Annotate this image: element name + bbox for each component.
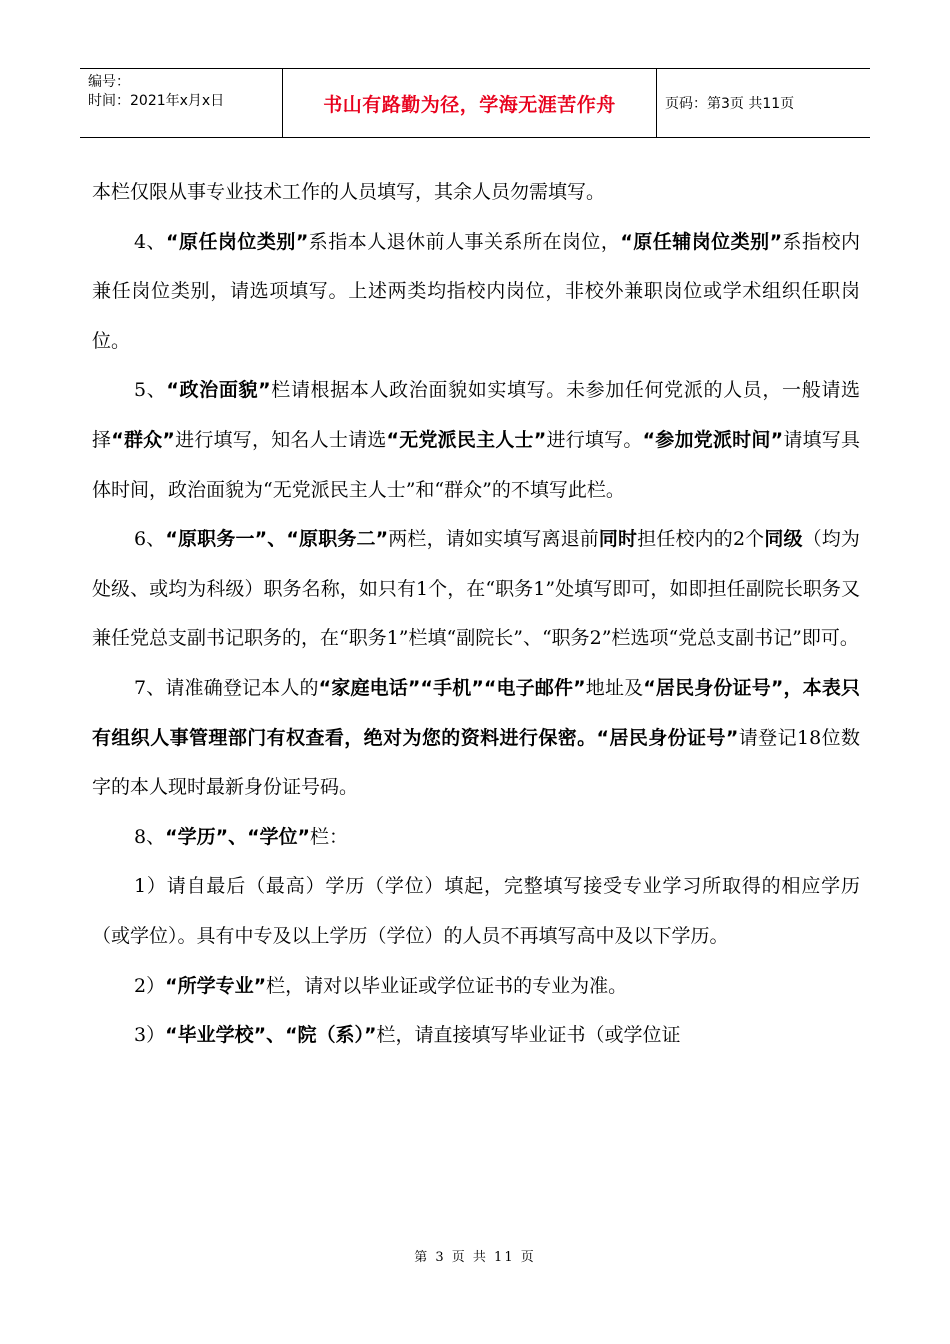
text: 栏，请直接填写毕业证书（或学位证 [376, 1024, 681, 1047]
paragraph-1: 本栏仅限从事专业技术工作的人员填写，其余人员勿需填写。 [92, 181, 606, 203]
bold-term: “原职务一” [165, 528, 268, 551]
header-motto: 书山有路勤为径，学海无涯苦作舟 [283, 69, 657, 137]
bold-term: “原职务二” [286, 528, 389, 551]
text: 栏请根据本人政治面貌如实填写。未参加任何党派的人员，一般请选择 [92, 379, 860, 451]
bold-term: “电子邮件” [483, 676, 586, 699]
paragraph-sub-3 [92, 1011, 860, 1061]
bold-term: “居民身份证号” [596, 726, 739, 749]
bold-term: “学历”、“学位” [165, 825, 311, 848]
paragraph-item-8 [92, 813, 860, 863]
bold-term: “参加党派时间” [642, 428, 784, 451]
bold-term: 同级 [764, 528, 803, 551]
paragraph-item-6 [92, 515, 860, 664]
paragraph-item-5 [92, 366, 860, 515]
bold-term: “群众” [111, 428, 175, 451]
number-label: 编号： [88, 74, 130, 90]
paragraph-sub-2 [92, 962, 860, 1012]
text: 两栏，请如实填写离退前 [388, 528, 599, 551]
text: 请填写具体时间，政治面貌为“无党派民主人士”和“群众”的不填写此栏。 [92, 428, 860, 501]
bold-term: “家庭电话” [318, 676, 421, 699]
paragraph-sub-1: 1）请自最后（最高）学历（学位）填起，完整填写接受专业学习所取得的相应学历（或学位）。具有中专及以上学历（学位）的人员不再填写高中及以下学历。 [92, 875, 860, 947]
bold-notice: ，本表只有组织人事管理部门有权查看，绝对为您的资料进行保密。 [92, 676, 860, 749]
bold-term: “原任岗位类别” [166, 230, 309, 253]
paragraph-item-4 [92, 218, 860, 367]
text: 7、请准确登记本人的 [134, 676, 319, 699]
text: 系指本人退休前人事关系所在岗位， [308, 230, 621, 253]
bold-term: 、 [267, 528, 287, 551]
text: 地址及 [585, 676, 644, 699]
item-number: 2） [134, 974, 166, 997]
item-number: 4、 [134, 230, 167, 253]
bold-term: “原任辅岗位类别” [620, 230, 783, 253]
bold-term: 同时 [598, 528, 638, 551]
bold-term: “毕业学校”、“院（系）” [165, 1024, 377, 1047]
text: 栏： [310, 825, 349, 848]
item-number: 6、 [134, 528, 166, 551]
bold-term: “居民身份证号” [643, 676, 784, 699]
bold-term: “所学专业” [165, 974, 267, 997]
text: 系指校内兼任岗位类别，请选项填写。上述两类均指校内岗位，非校外兼职岗位或学术组织任职岗位。 [92, 230, 860, 352]
item-number: 5、 [134, 379, 167, 402]
page-header [80, 68, 870, 138]
time-label: 时间：2021年x月x日 [88, 93, 225, 109]
item-number: 3） [134, 1024, 166, 1047]
header-meta [80, 69, 283, 137]
text: 担任校内的2个 [637, 528, 765, 551]
text: （均为处级、或均为科级）职务名称，如只有1个，在“职务1”处填写即可，如即担任副院长职务又兼任党总支副书记职务的，在“职务1”栏填“副院长”、“职务2”栏选项“党总支副书记”即可。 [92, 528, 860, 650]
paragraph-item-7 [92, 664, 860, 813]
text: 请登记18位数字的本人现时最新身份证号码。 [92, 726, 860, 799]
header-page-info: 页码：第3页 共11页 [665, 96, 795, 112]
text: 进行填写。 [546, 428, 643, 451]
bold-term: “政治面貌” [166, 379, 271, 402]
page-footer: 第 3 页 共 11 页 [414, 1250, 536, 1265]
text: 栏，请对以毕业证或学位证书的专业为准。 [266, 974, 628, 997]
bold-term: “手机” [420, 676, 484, 699]
item-number: 8、 [134, 825, 166, 848]
bold-term: “无党派民主人士” [386, 428, 547, 451]
document-body [92, 168, 860, 1061]
text: 进行填写，知名人士请选 [174, 428, 387, 451]
